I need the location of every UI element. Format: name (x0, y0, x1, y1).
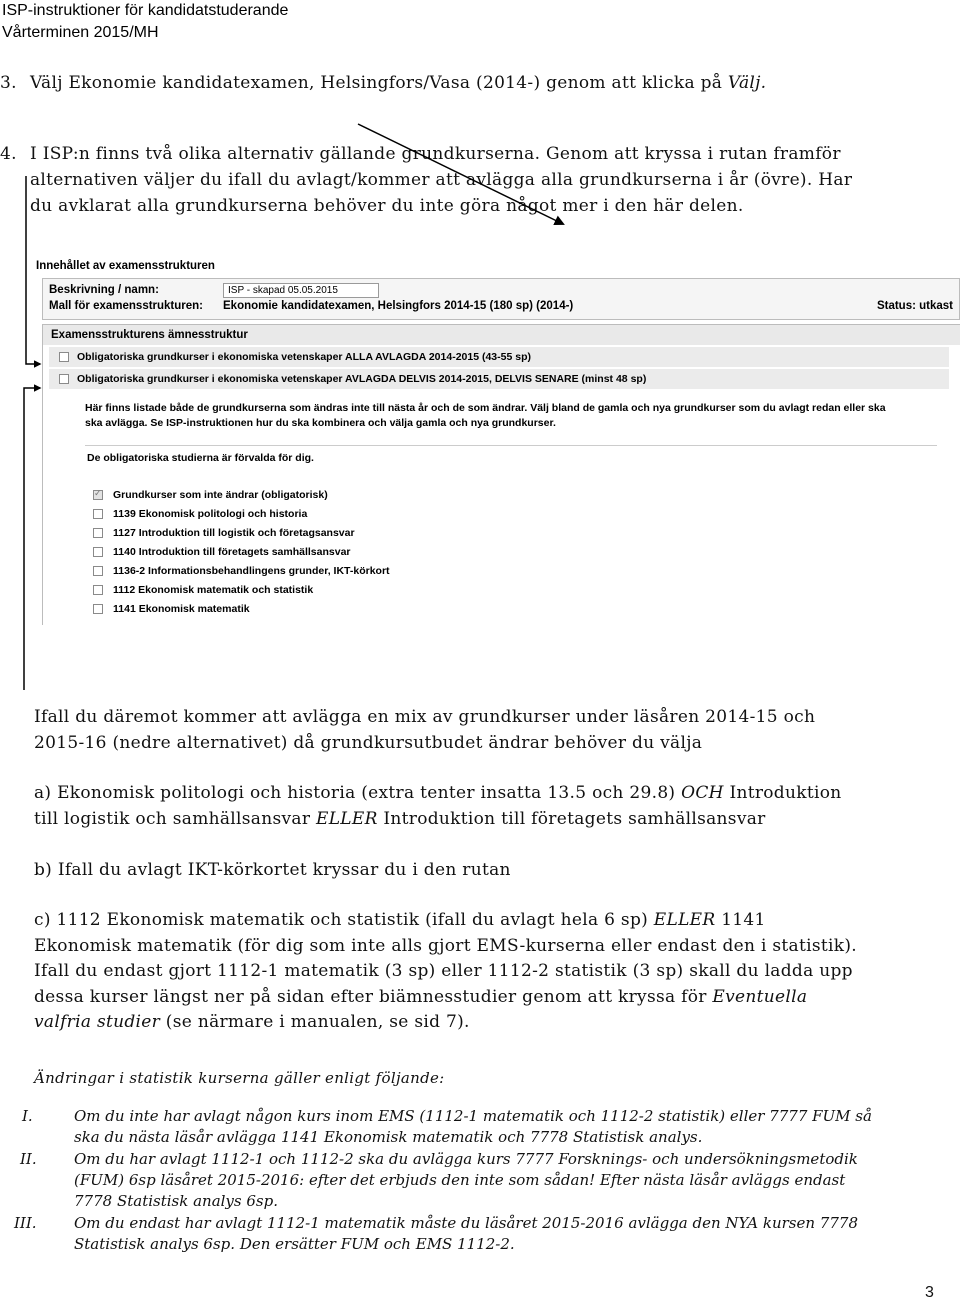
course-label-1140: 1140 Introduktion till företagets samhällsansvar (113, 546, 351, 558)
template-label: Mall för examensstrukturen: (49, 300, 204, 312)
description-label: Beskrivning / namn: (49, 284, 159, 296)
step-4-number: 4. (0, 144, 17, 164)
option-a-line-2 (34, 807, 766, 832)
change-3-number: III. (14, 1214, 37, 1232)
step-4-line-2: alternativen väljer du ifall du avlagt/kommer att avlägga alla grundkurserna i år (övre). Har (30, 170, 853, 190)
step-4-line-3: du avklarat alla grundkurserna behöver du inte göra något mer i den här delen. (30, 196, 744, 216)
subject-structure-title: Examensstrukturens ämnesstruktur (51, 329, 248, 341)
change-3-line-2: Statistisk analys 6sp. Den ersätter FUM och EMS 1112-2. (74, 1235, 515, 1253)
course-label-1141: 1141 Ekonomisk matematik (113, 603, 250, 615)
step-3-text: Välj Ekonomie kandidatexamen, Helsingfors/Vasa (2014-) genom att klicka på (30, 73, 728, 93)
option-c-line-1 (34, 908, 766, 933)
course-checkbox-1139[interactable] (93, 509, 103, 519)
option-c-line-2: Ekonomisk matematik (för dig som inte alls gjort EMS-kurserna eller endast den i statistik). (34, 936, 857, 956)
header-title: ISP-instruktioner för kandidatstuderande (2, 2, 289, 19)
structure-content-title: Innehållet av examensstrukturen (36, 260, 215, 272)
isp-info-box (42, 278, 960, 320)
option-a-eller: ELLER (315, 809, 378, 829)
change-2-line-1: Om du har avlagt 1112-1 och 1112-2 ska du avlägga kurs 7777 Forsknings- och undersökningsmetodik (74, 1150, 858, 1168)
alternative-row-all[interactable] (49, 347, 949, 367)
course-label-1112: 1112 Ekonomisk matematik och statistik (113, 584, 314, 596)
option-a-text-1: a) Ekonomisk politologi och historia (extra tenter insatta 13.5 och 29.8) (34, 783, 682, 803)
option-c-line-4 (34, 985, 807, 1010)
course-checkbox-1140[interactable] (93, 547, 103, 557)
instruction-note-line-2: ska avlägga. Se ISP-instruktionen hur du ska kombinera och välja gamla och nya grundkurser. (85, 417, 556, 429)
alternative-all-checkbox[interactable] (59, 352, 69, 362)
course-checkbox-1127[interactable] (93, 528, 103, 538)
template-value: Ekonomie kandidatexamen, Helsingfors 2014-15 (180 sp) (2014-) (223, 300, 574, 312)
course-checkbox-basic[interactable] (93, 490, 103, 500)
change-2-number: II. (20, 1150, 37, 1168)
instruction-note (85, 401, 955, 431)
status-text: Status: utkast (876, 300, 953, 312)
course-label-1127: 1127 Introduktion till logistik och företagsansvar (113, 527, 355, 539)
option-c-eventuella: Eventuella (712, 987, 808, 1007)
option-c-line-5 (34, 1010, 470, 1035)
course-checkbox-1136-2[interactable] (93, 566, 103, 576)
instruction-note-line-1: Här finns listade både de grundkurserna som ändras inte till nästa år och de som ändrar. Välj bland de gamla och nya grundkurser som du avlagt redan eller ska (85, 402, 886, 414)
change-1-number: I. (22, 1107, 33, 1125)
option-c-valfria: valfria studier (34, 1012, 161, 1032)
isp-screenshot (30, 254, 960, 624)
course-label-1139: 1139 Ekonomisk politologi och historia (113, 508, 308, 520)
option-b: b) Ifall du avlagt IKT-körkortet kryssar du i den rutan (34, 860, 511, 880)
required-studies-header (85, 445, 937, 466)
change-1-line-2: ska du nästa läsår avlägga 1141 Ekonomisk matematik och 7778 Statistisk analys. (74, 1128, 703, 1146)
page-number: 3 (925, 1284, 934, 1301)
option-a-text-3: till logistik och samhällsansvar (34, 809, 316, 829)
alternative-all-label: Obligatoriska grundkurser i ekonomiska vetenskaper ALLA AVLAGDA 2014-2015 (43-55 sp) (77, 351, 531, 363)
course-checkbox-1112[interactable] (93, 585, 103, 595)
step-4-line-1: I ISP:n finns två olika alternativ gällande grundkurserna. Genom att kryssa i rutan framför (30, 144, 841, 164)
course-label-1136-2: 1136-2 Informationsbehandlingens grunder, IKT-körkort (113, 565, 390, 577)
changes-heading: Ändringar i statistik kurserna gäller enligt följande: (34, 1069, 445, 1087)
alternative-partial-label: Obligatoriska grundkurser i ekonomiska vetenskaper AVLAGDA DELVIS 2014-2015, DELVIS SENARE (minst 48 sp) (77, 373, 647, 385)
option-c-text-4: (se närmare i manualen, se sid 7). (160, 1012, 470, 1032)
option-c-line-3: Ifall du endast gjort 1112-1 matematik (3 sp) eller 1112-2 statistik (3 sp) skall du ladda upp (34, 961, 853, 981)
course-label-basic: Grundkurser som inte ändrar (obligatorisk) (113, 489, 328, 501)
arrow-to-upper-alternative (358, 124, 563, 224)
option-a-text-2: Introduktion (723, 783, 842, 803)
step-3-number: 3. (0, 73, 17, 93)
change-3-line-1: Om du endast har avlagt 1112-1 matematik måste du läsåret 2015-2016 avlägga den NYA kursen 7778 (74, 1214, 858, 1232)
change-2-line-2: (FUM) 6sp läsåret 2015-2016: efter det erbjuds den inte som sådan! Efter nästa läsår avläggs endast (74, 1171, 846, 1189)
course-checkbox-1141[interactable] (93, 604, 103, 614)
subject-structure-panel (42, 324, 960, 625)
option-c-eller: ELLER (653, 910, 716, 930)
description-field[interactable]: ISP - skapad 05.05.2015 (223, 283, 379, 298)
subject-structure-header (43, 325, 960, 345)
header-term: Vårterminen 2015/MH (2, 24, 159, 41)
option-c-text-2: 1141 (715, 910, 766, 930)
alternative-row-partial[interactable] (49, 369, 949, 389)
alternative-partial-checkbox[interactable] (59, 374, 69, 384)
mix-paragraph-line-1: Ifall du däremot kommer att avlägga en mix av grundkurser under läsåren 2014-15 och (34, 707, 816, 727)
option-c-text-3: dessa kurser längst ner på sidan efter biämnesstudier genom att kryssa för (34, 987, 713, 1007)
required-studies-text: De obligatoriska studierna är förvalda för dig. (87, 452, 314, 464)
step-3-emphasis: Välj. (727, 73, 767, 93)
option-a-text-4: Introduktion till företagets samhällsansvar (377, 809, 766, 829)
mix-paragraph-line-2: 2015-16 (nedre alternativet) då grundkursutbudet ändrar behöver du välja (34, 733, 703, 753)
change-2-line-3: 7778 Statistisk analys 6sp. (74, 1192, 278, 1210)
option-a-line-1 (34, 781, 842, 806)
change-1-line-1: Om du inte har avlagt någon kurs inom EMS (1112-1 matematik och 1112-2 statistik) eller 7777 FUM så (74, 1107, 872, 1125)
option-a-och: OCH (681, 783, 724, 803)
option-c-text-1: c) 1112 Ekonomisk matematik och statistik (ifall du avlagt hela 6 sp) (34, 910, 654, 930)
